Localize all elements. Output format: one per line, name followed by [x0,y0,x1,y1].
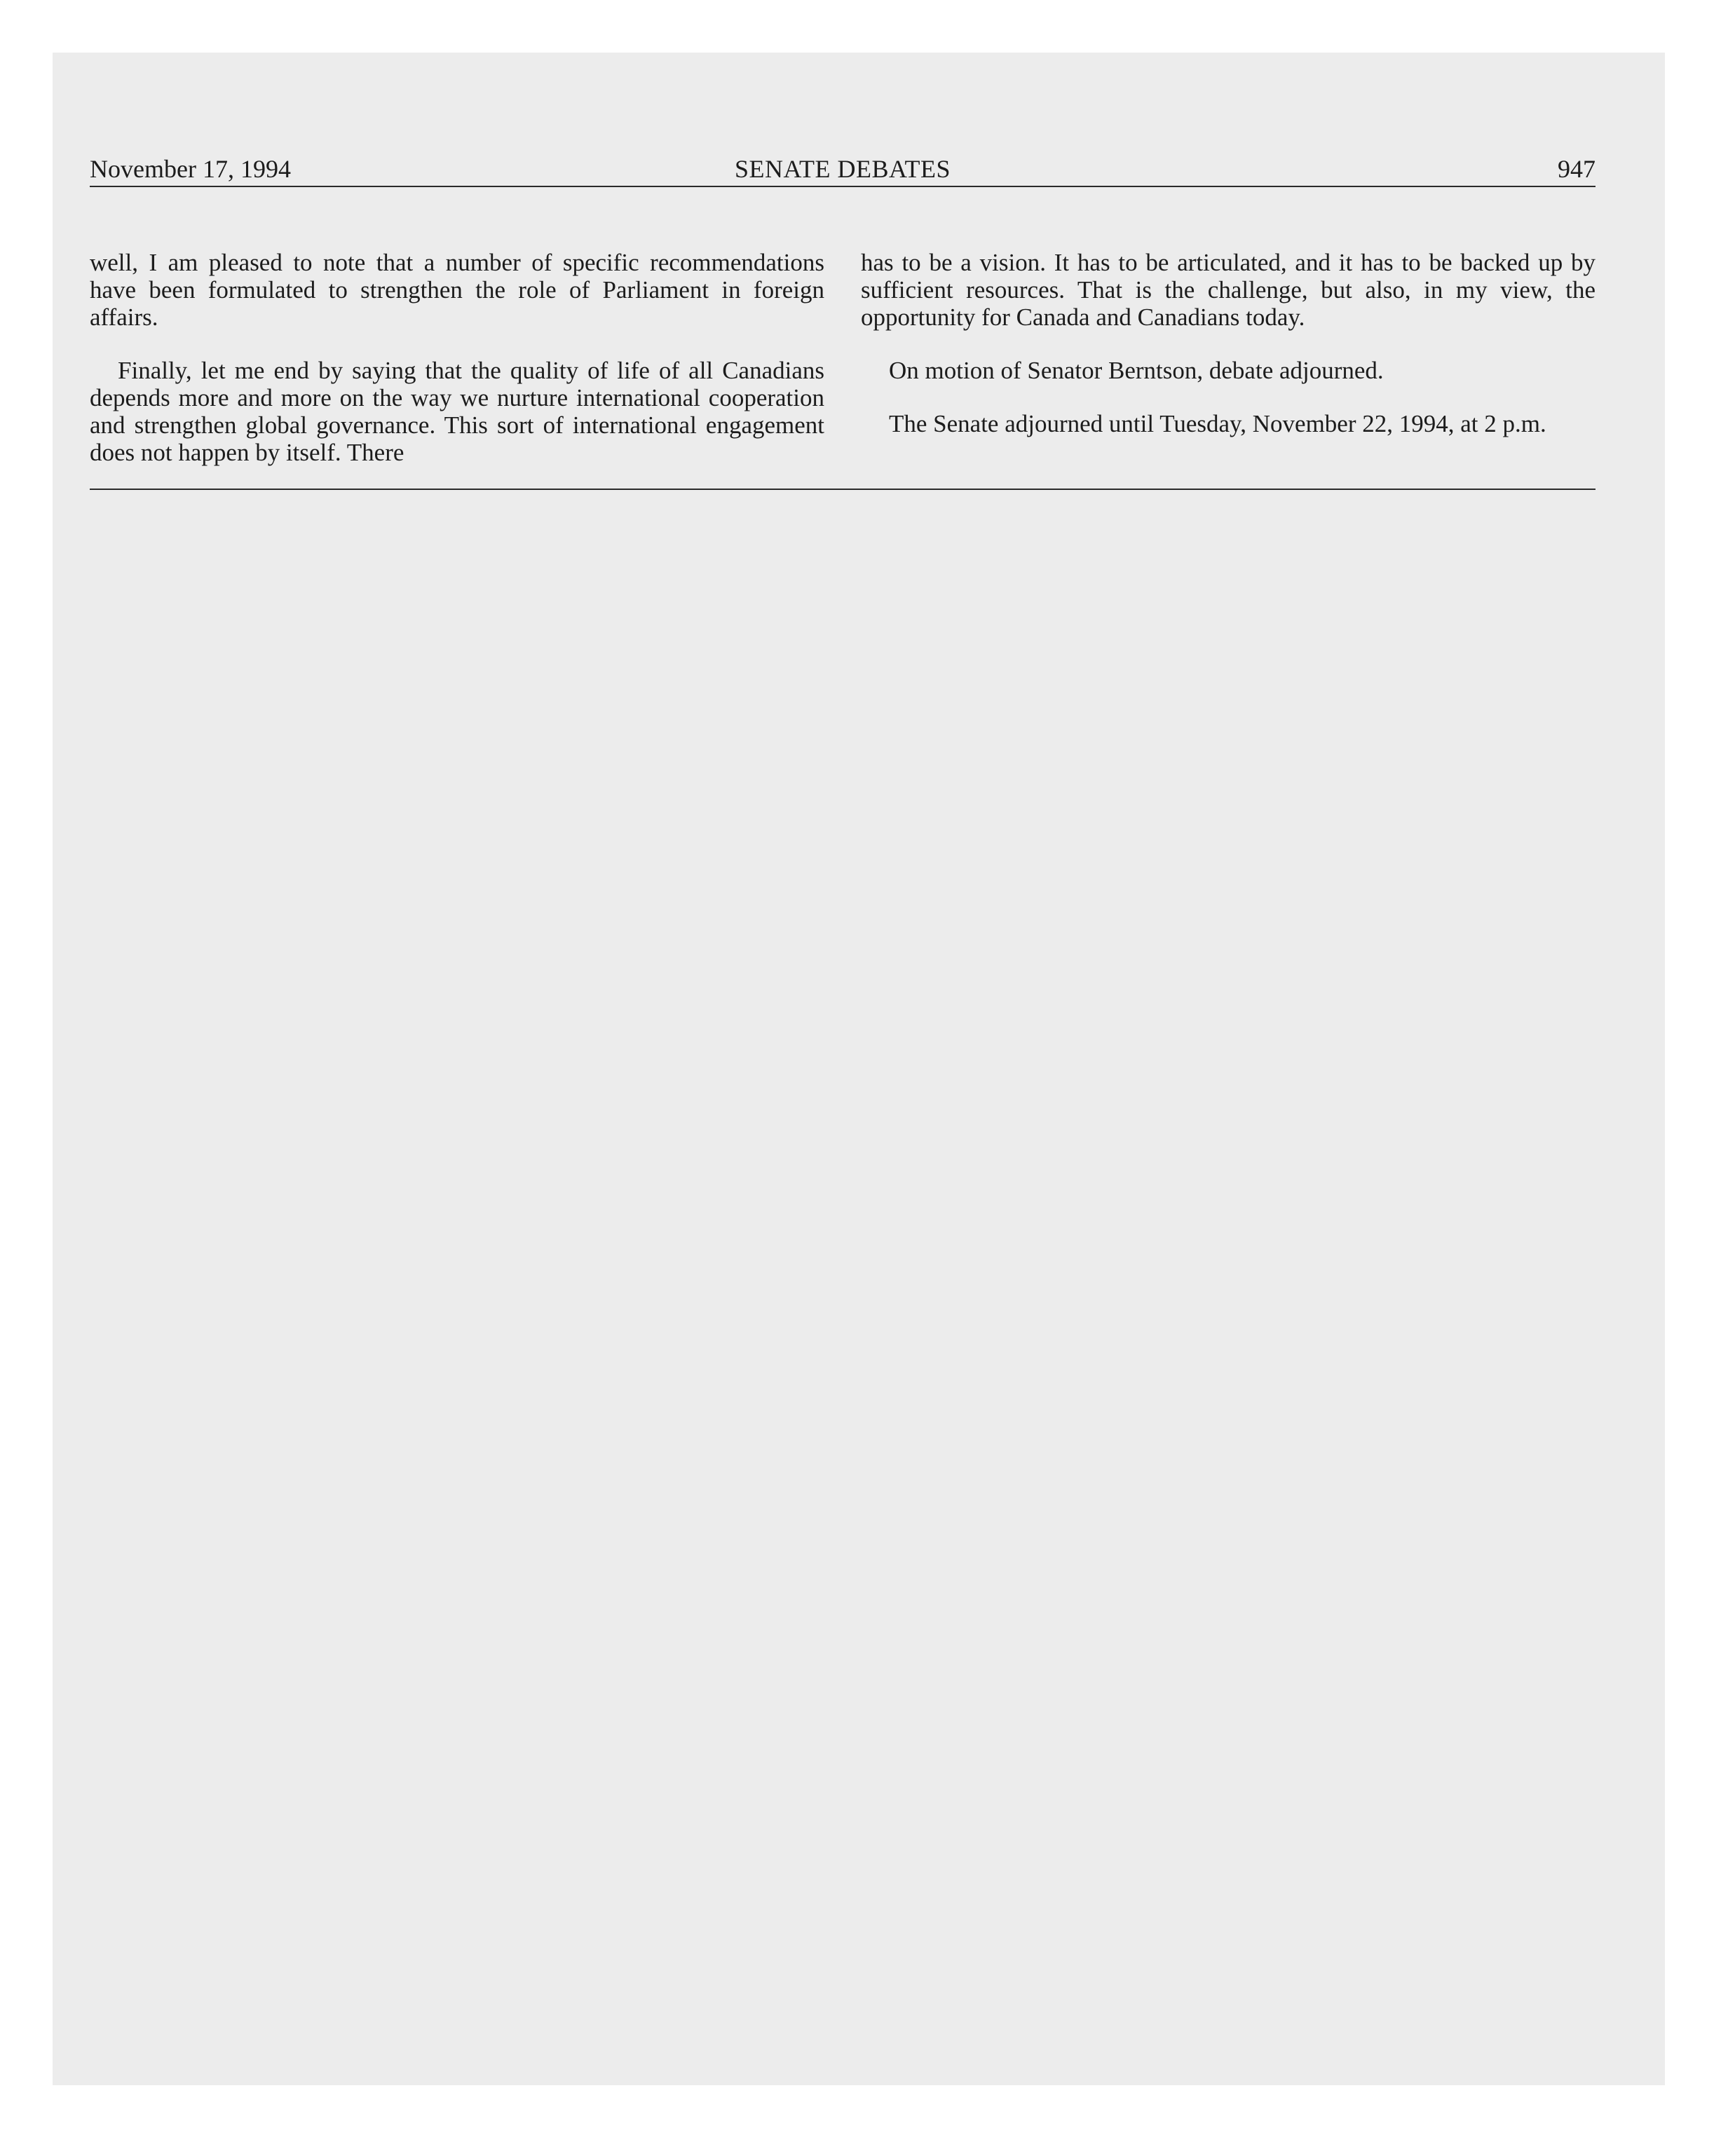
paragraph: Finally, let me end by saying that the quality of life of all Canadians depends more and more on the way we nurture international cooperation and strengthen global governance. This sort of international engagement does not happen by itself. There [90,357,824,466]
paragraph: has to be a vision. It has to be articulated, and it has to be backed up by sufficient resources. That is the challenge, but also, in my view, the opportunity for Canada and Canadians today. [861,249,1595,331]
footer-rule [90,489,1595,490]
page-number: 947 [1558,155,1595,183]
header-title: SENATE DEBATES [734,155,951,183]
right-column [861,249,1595,437]
paragraph: well, I am pleased to note that a number of specific recommendations have been formulated to strengthen the role of Parliament in foreign affairs. [90,249,824,331]
motion-paragraph: On motion of Senator Berntson, debate adjourned. [889,357,1384,384]
header-date: November 17, 1994 [90,155,291,183]
adjournment-paragraph: The Senate adjourned until Tuesday, November 22, 1994, at 2 p.m. [889,410,1546,437]
left-column [90,249,824,466]
page-header [90,151,1595,187]
header-rule [90,186,1595,187]
